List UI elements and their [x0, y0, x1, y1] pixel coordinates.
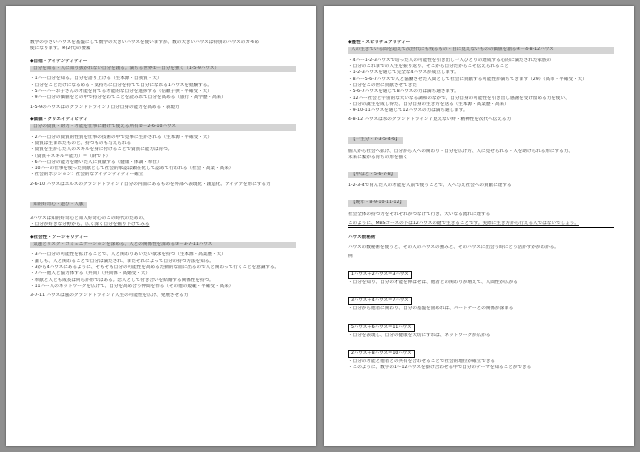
body-line: ・自分を表現し、自分の健康を大切にすれば、ネットワークが広がる: [348, 332, 491, 338]
example-label: 例: [348, 253, 353, 259]
stage-label: 【一生分・7-3-5-4-6】: [348, 137, 403, 144]
section-note: 2-6-10 ハウスはエルスのグランドトライン / 自分の内面にあるものを外部へ表現化・創造化、アイデアを形にする力: [30, 181, 271, 187]
body-line: 未来に繋がる育ちの形を描く: [348, 155, 408, 161]
body-line: ・自分をことだけになるめる・気持ちに自分を持てて自分になれる1ハウスを経験する。: [30, 82, 212, 88]
section-note: 4-8-12 ハウスは水のグランドトライン / 見えない絆・精神性を次代へ伝える力: [348, 117, 512, 123]
section-heading: ◆霊性・スピリチュアリティー: [348, 40, 411, 45]
body-line: ・社会的ポジション：社会的なアイデンティティー確立: [30, 172, 144, 178]
emphasis-line: このように、MBSコースの下は12ハウスの鍵で生きることです。実際に生き方から行える人ではないでしょう。: [348, 220, 579, 226]
body-line: ・1ハー自分を知る。自分を語り上げる（生本源・自我質・天）: [30, 76, 162, 82]
formula-box: 1ハウス＋2ハウス＝3ハウス: [348, 271, 412, 279]
body-line: ・12ハー社会と宇宙的な大いなる調和のなかで、自分自身の可能性を引き出し感謝を受け留める力を使い、: [348, 95, 570, 101]
section-highlight: 自分の資質・財力・才能を仕事に磨けて使える所有②－2-6-10ハウス: [30, 124, 296, 131]
formula-box: 2ハウス＋8ハウス＝10ハウス: [348, 350, 415, 358]
section-highlight: 知的好奇心・遊び・人脈: [30, 202, 87, 209]
intro-line: 使になります。※(2代)の要素: [30, 46, 91, 52]
body-line: ・自分の誕生を成し得た、自分自身の生き方を送る（生本源・高業歴・高来）: [348, 101, 509, 107]
body-line: 社会全体の持つ力をそれぞれがつなげて行き、大いなる流れに達する: [348, 211, 491, 217]
divider: [348, 227, 614, 228]
section-heading: ◆自他・アイデンティティー: [30, 58, 88, 64]
formula-box: 5ハウス＋6ハウス＝11ハウス: [348, 324, 415, 332]
section-highlight: 気運とリスク・コミュニケーションを深める、人との関係性を深める③－3-7-11ハウス: [30, 242, 296, 249]
document-page-right: [324, 6, 634, 446]
body-line: ・11ハー人のネットワークを広げて、自分を高め合う仲間を作る（その他の規範・平確受・高来）: [30, 283, 234, 289]
stage-label: 【中ほど・5-6-7-8】: [348, 172, 398, 179]
body-line: ・（資質＋スキル＝能力）＝（財で下）: [30, 153, 111, 159]
body-line-underlined: ・自分が好きな分野から、広く深く自分を掘り下げてみる: [30, 222, 150, 228]
body-line: ・1-2-3ハウスを通じて完全な4ハウスが成立します。: [348, 70, 459, 76]
section-heading: ◆価値・クリエイティビティ: [30, 116, 88, 122]
body-line: 3ハウスは知的好奇心と知人好奇心のこの時代のための、: [30, 216, 148, 222]
section-heading: ◆社会性・ソーシャリティー: [30, 234, 89, 240]
body-line: ・5-6-7ハウスを通じて8ハウスの力は満ち通さます。: [348, 89, 459, 95]
body-line: ・誰しも、人と関わることで自分は満たされ、またそれによって自分の持つ方法を知る。: [30, 258, 215, 264]
section-note: 1-5-9のハウスはのグランドトライン / 自分自身の能力を高める・表現力: [30, 104, 180, 110]
body-line: ・自分の才能と他者との共有を合わせることで社会的地位が確立できる: [348, 359, 496, 365]
section-heading: ハウス数秘術: [348, 235, 376, 241]
body-line: ・4ハー1-2-3ハウスで培った人の可能性を引き出し一人ひとりの達成する心的に満たされた家族の: [348, 57, 552, 63]
section-note: 3-7-11 ハウスは風のグランドトライン / 人生の可能性を広げ、発展させる力: [30, 293, 189, 299]
page-content: [348, 40, 614, 372]
page-content: [30, 40, 296, 300]
body-line: ・5ハーハーお子さんの才能を育てる才能的な自分を進捗する（信頼子供・平確受・天）: [30, 88, 212, 94]
body-line: ・自分のこれまでの人生を振り返り、そこから自分だからこそ伝えられること: [348, 64, 509, 70]
body-line: ・このように、数字の1～12ハウスを掛け合わせる中で自分のテーマを知ることができる: [348, 365, 532, 371]
body-line: ・3ハー自分の可能性を拡げることで、人と関わりあいたい欲求を持つ（生本源・高業歴・天）: [30, 252, 226, 258]
stage-label: 【晩年・8-9-10-11-12】: [348, 200, 407, 207]
document-page-left: [6, 6, 316, 446]
intro-line: 数学の小さいハウスを基盤にして数学の大きいハウスを使いますが、数の大きいハウスは特別のハウスのカモめ: [30, 40, 260, 45]
section-highlight: 人の生きている間を超えて次世代にも残るもの・目に見えないものの価値を創る④－4-8-12ハウス: [348, 47, 614, 54]
body-line: ・自分を知り、自分の才能を伸ばせば、他者との関わりが増えて、人間性が広がる: [348, 280, 518, 286]
body-line: ・8ハー5-6-7ハウスで人と協働させた人間として社会に貢献する可能性が満ちてきます（29）（高市・平確受・天）: [348, 76, 587, 82]
body-line: ・2ハー自分の資質的性質を仕事の技術の中で見事に生かされる（生本源・平確受・天）: [30, 134, 213, 140]
body-line: ・10ハーの仕事を使った貢献として社会的承認は顕在化して認めて行われる（社会・高業・高来）: [30, 166, 234, 172]
section-highlight: 自分を知る・人に知り抜かれない自分を創る。満ちる世界①－自分を強く（1-5-9ハウス）: [30, 66, 296, 73]
body-line: ハウスの数秘術を使うと、その人のハウスの強みと、そのハウスに出会う時にどう活かすかがわかる。: [348, 244, 559, 250]
body-line: ・9ハー自分の価値をとの中で持分をわてことを読みれて自分を高める（旅行・高学歴・高来）: [30, 95, 226, 101]
body-line: ・7ハー他人と協力体する（共同）（共同体・高婚受・天）: [30, 271, 151, 277]
body-line: 個人から社会へ拡げ、自分から人への関わり・自分を広げ方、人に見せられる・人を助けられる形にする力、: [348, 148, 573, 154]
body-line: ・3から4ハウスにあるように、そもそも自分の可能性を高めるた動的な面に出るので人と関わって行くことを意識する。: [30, 265, 280, 271]
body-line: ・9-10-11ハウスを通じて12ハウスの力は満ち通します。: [348, 108, 468, 114]
body-line: ・6ハー自分の能力を磨いた人に貢献する（健康・体調・奉仕）: [30, 159, 162, 165]
formula-box: 3ハウス＋4ハウス＝7ハウス: [348, 297, 412, 305]
body-line: ・奉献と人とも成長は何らか形ではある。恋人として付き合いを結婚する関係性を持つ。: [30, 277, 214, 283]
body-line: 1-2-3-4で育んだ人の才能を人前で使うことで、人へ与え社会への貢献に達する: [348, 183, 512, 189]
body-line: ・自分をこの世に貢献させてきた: [348, 82, 417, 88]
body-line: ・資質を生かした人のスキルを身に付けることで資質に能力は育つ。: [30, 147, 173, 153]
body-line: ・自分から他者に関わり、自分の基盤を固めれば、パートナーとの関係が深まる: [348, 306, 514, 312]
body-line: ・資質は生まれたものと、持つものも与えられる: [30, 140, 132, 146]
